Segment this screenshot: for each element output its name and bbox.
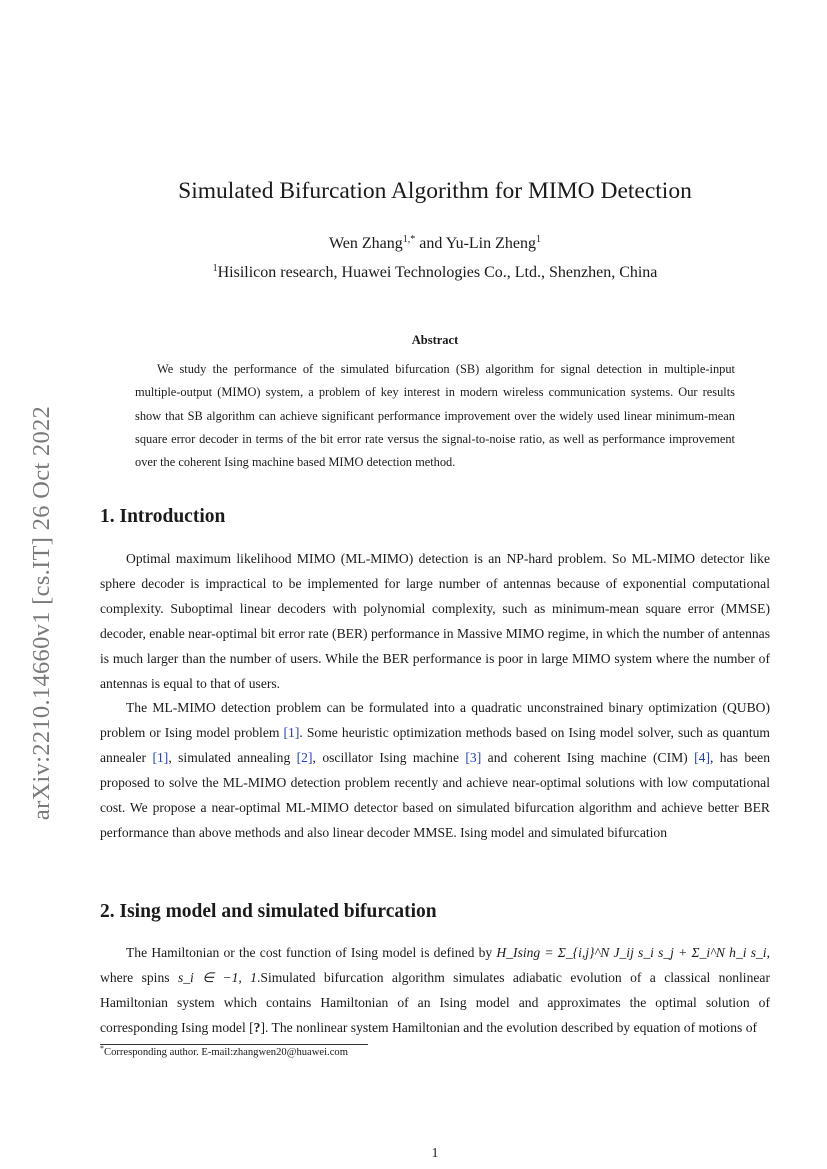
text-run: ]. The nonlinear system Hamiltonian and the evolution described by equation of motions of [260,1019,758,1035]
abstract-body: We study the performance of the simulated bifurcation (SB) algorithm for signal detection in multiple-input multiple-output (MIMO) system, a problem of key interest in modern wireless communication systems. Our results show that SB algorithm can achieve significant performance improvement over the widely used linear minimum-mean square error decoder in terms of the bit error rate versus the signal-to-noise ratio, as well as performance improvement over the coherent Ising machine based MIMO detection method. [135,362,735,470]
arxiv-sidebar-stamp [22,378,62,848]
citation-link-1[interactable]: [1] [283,724,300,740]
author-wen-zhang: Wen Zhang [328,235,403,252]
page-number: 1 [431,1145,439,1160]
arxiv-id: arXiv:2210.14660v1 [cs.IT] 26 Oct 2022 [28,405,55,821]
text-run: , where spins [100,945,770,985]
citation-link-1b[interactable]: [1] [152,749,169,765]
abstract-heading: Abstract [411,333,459,347]
text-run: .Simulated bifurcation algorithm simulates adiabatic evolution of a classical nonlinear Hamiltonian system which contains Hamiltonian of an Ising model and approximates the optimal solution of corresponding Ising model [ [100,969,770,1035]
section-1-paragraph-1: Optimal maximum likelihood MIMO (ML-MIMO) detection is an NP-hard problem. So ML-MIMO detector like sphere decoder is impractical to be implemented for large number of antennas because of exponential computational complexity. Suboptimal linear decoders with polynomial complexity, such as minimum-mean square error (MMSE) decoder, enable near-optimal bit error rate (BER) performance in Massive MIMO regime, in which the number of antennas is much larger than the number of users. While the BER performance is poor in large MIMO system where the number of antennas is equal to that of users. [100,551,770,691]
citation-link-3[interactable]: [3] [465,749,482,765]
citation-link-2[interactable]: [2] [296,749,313,765]
section-1-paragraph-2 [100,696,770,845]
footnote-rule [100,1044,368,1045]
paper-title: Simulated Bifurcation Algorithm for MIMO Detection [178,178,692,204]
missing-citation-mark: ? [253,1019,261,1035]
affiliation-mark: 1 [212,263,218,274]
text-run: The ML-MIMO detection problem can be formulated into a quadratic unconstrained binary optimization (QUBO) problem or Ising model problem [100,700,770,740]
author1-marks: 1,* [402,234,416,245]
author-line [0,235,827,253]
footnote [100,1044,348,1058]
hamiltonian-formula: H_Ising = Σ_{i,j}^N J_ij s_i s_j + Σ_i^N h_i s_i [496,945,767,960]
affiliation [0,264,827,282]
citation-link-4[interactable]: [4] [694,749,710,765]
spin-domain-formula: s_i ∈ −1, 1 [177,969,257,985]
text-run: , simulated annealing [168,749,297,765]
author-and-yu-lin-zheng: and Yu-Lin Zheng [415,235,536,252]
affiliation-text: Hisilicon research, Huawei Technologies Co., Ltd., Shenzhen, China [217,264,658,281]
text-run: and coherent Ising machine (CIM) [481,749,695,765]
footnote-mark: * [100,1044,104,1053]
text-run: The Hamiltonian or the cost function of Ising model is defined by [126,945,497,960]
section-2-heading: 2. Ising model and simulated bifurcation [100,901,437,922]
section-2-paragraph-1 [100,941,770,1041]
text-run: . Some heuristic optimization methods based on Ising model solver, such as quantum annealer [100,724,770,765]
text-run: , has been proposed to solve the ML-MIMO detection problem recently and achieve near-optimal solutions with low computational cost. We propose a near-optimal ML-MIMO detector based on simulated bifurcation algorithm and achieve better BER performance than above methods and also linear decoder MMSE. Ising model and simulated bifurcation [100,749,770,840]
section-1-heading: 1. Introduction [100,506,226,527]
author2-mark: 1 [536,234,541,245]
footnote-text: Corresponding author. E-mail:zhangwen20@huawei.com [104,1047,348,1058]
text-run: , oscillator Ising machine [312,749,466,765]
